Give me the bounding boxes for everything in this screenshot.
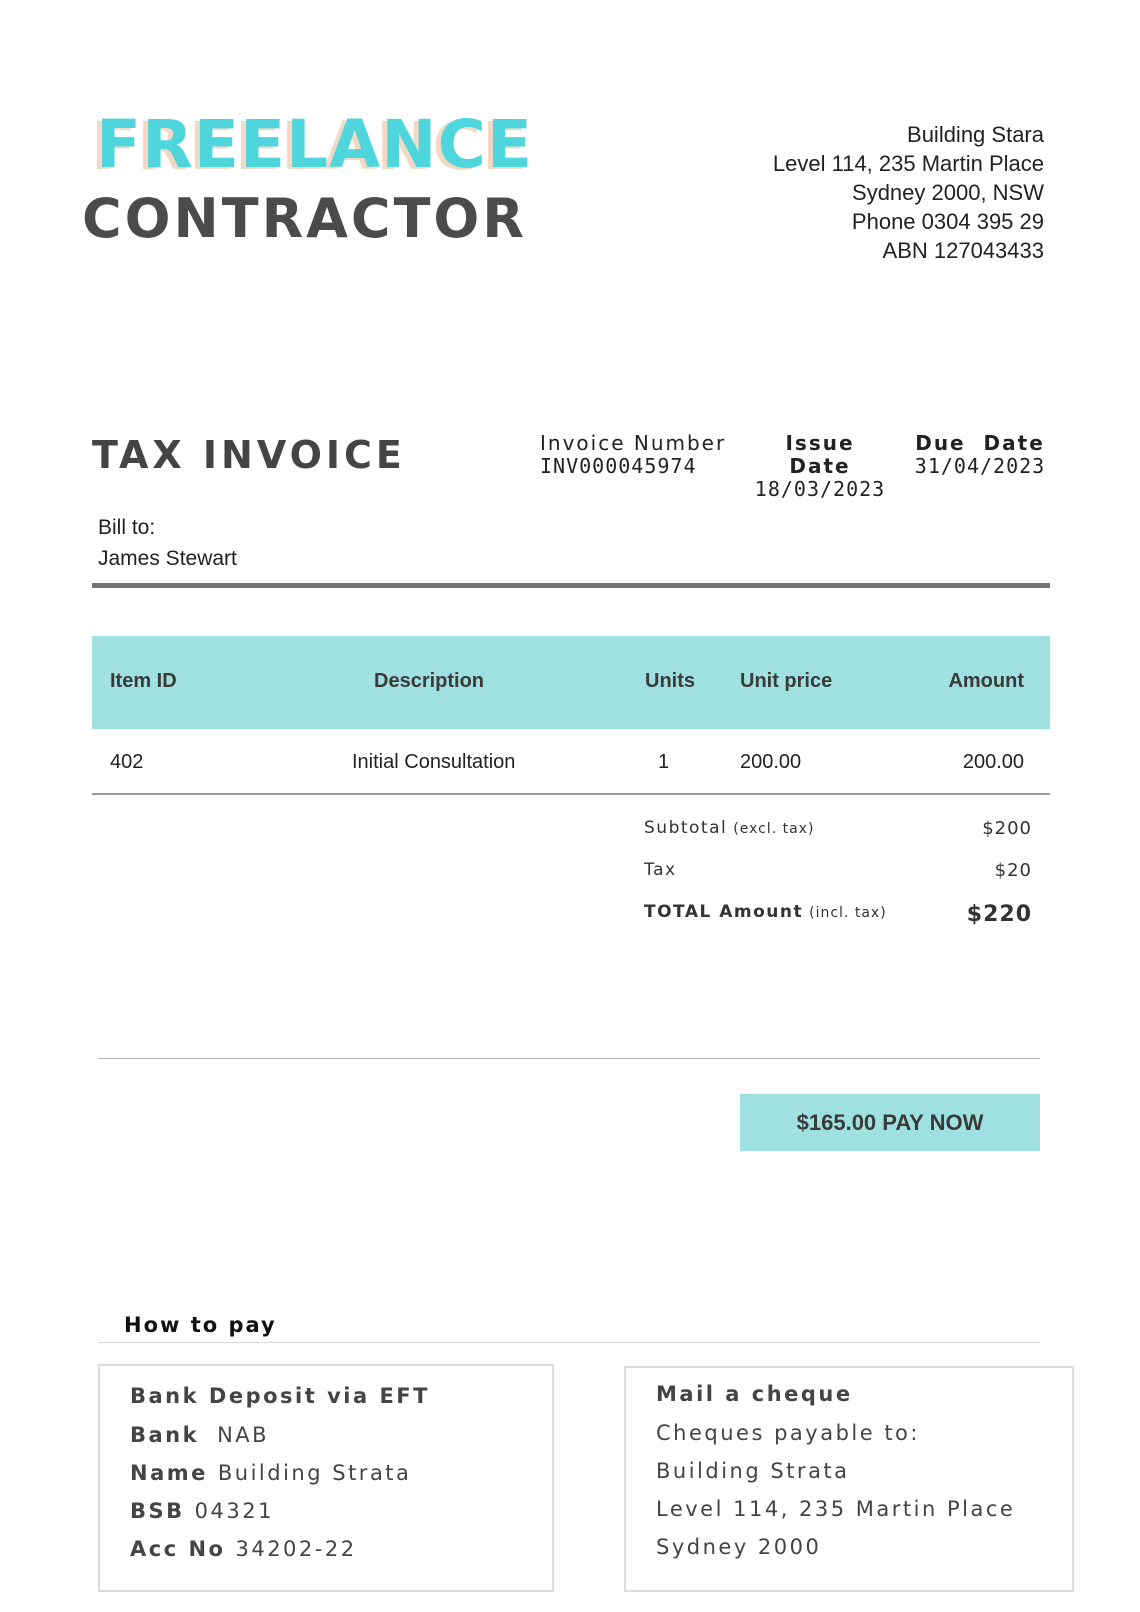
table-header	[92, 636, 1050, 729]
invoice-title: TAX INVOICE	[92, 433, 406, 477]
header-item-id: Item ID	[110, 670, 177, 692]
cell-amount: 200.00	[962, 751, 1024, 773]
eft-bsb-value: 04321	[194, 1499, 274, 1523]
table-row	[92, 729, 1050, 795]
cheque-line-4: Sydney 2000	[656, 1535, 822, 1559]
eft-panel	[98, 1364, 554, 1592]
header-units: Units	[645, 670, 695, 692]
bill-to-name: James Stewart	[98, 547, 237, 570]
total-label	[644, 902, 887, 922]
tax-label: Tax	[644, 860, 677, 880]
total-label-text: TOTAL Amount	[644, 902, 804, 922]
company-name: Building Stara	[907, 122, 1044, 147]
header-amount: Amount	[948, 670, 1024, 692]
eft-acc-value: 34202-22	[235, 1537, 357, 1561]
divider-thin	[98, 1058, 1040, 1059]
subtotal-label	[644, 818, 814, 838]
subtotal-value: $200	[982, 818, 1032, 839]
subtotal-note: (excl. tax)	[733, 821, 815, 837]
company-street: Level 114, 235 Martin Place	[772, 151, 1044, 176]
invoice-number-label: Invoice Number	[540, 431, 727, 455]
how-to-pay-heading: How to pay	[124, 1313, 277, 1337]
invoice-number: INV000045974	[540, 454, 697, 478]
cell-item-id: 402	[110, 751, 144, 773]
divider	[92, 583, 1050, 588]
total-note: (incl. tax)	[809, 905, 887, 921]
invoice-number-block	[540, 432, 726, 478]
issue-date-block	[752, 432, 888, 501]
bill-to-label: Bill to:	[98, 516, 156, 539]
issue-date: 18/03/2023	[754, 477, 886, 501]
total-value: $220	[966, 902, 1032, 927]
eft-name-value: Building Strata	[217, 1461, 412, 1485]
eft-acc	[130, 1537, 357, 1561]
eft-bank	[130, 1423, 269, 1447]
eft-bank-label: Bank	[130, 1423, 200, 1447]
header-description: Description	[374, 670, 485, 692]
eft-bsb-label: BSB	[130, 1499, 185, 1523]
header-unit-price: Unit price	[740, 670, 833, 692]
issue-date-label: Issue Date	[785, 431, 855, 478]
cheque-line-3: Level 114, 235 Martin Place	[656, 1497, 1016, 1521]
due-date: 31/04/2023	[914, 454, 1046, 478]
due-date-block	[912, 432, 1048, 478]
how-to-pay-divider	[98, 1342, 1040, 1343]
eft-name-label: Name	[130, 1461, 208, 1485]
cell-description: Initial Consultation	[352, 751, 516, 773]
cheque-title: Mail a cheque	[656, 1382, 853, 1406]
eft-title: Bank Deposit via EFT	[130, 1384, 430, 1408]
due-date-label: Due Date	[915, 431, 1045, 455]
pay-now-button[interactable]: $165.00 PAY NOW	[740, 1094, 1040, 1151]
brand-line-1: FREELANCE	[96, 106, 533, 183]
company-city: Sydney 2000, NSW	[852, 180, 1044, 205]
tax-value: $20	[994, 860, 1032, 881]
eft-name	[130, 1461, 411, 1485]
cheque-panel	[624, 1366, 1074, 1592]
cheque-line-2: Building Strata	[656, 1459, 850, 1483]
eft-bank-value: NAB	[217, 1423, 270, 1447]
cell-unit-price: 200.00	[740, 751, 802, 773]
cheque-line-1: Cheques payable to:	[656, 1421, 920, 1445]
eft-acc-label: Acc No	[130, 1537, 226, 1561]
company-phone: Phone 0304 395 29	[851, 209, 1044, 234]
brand-line-2: CONTRACTOR	[82, 187, 527, 250]
company-address	[684, 120, 1044, 265]
subtotal-label-text: Subtotal	[644, 818, 728, 838]
company-abn: ABN 127043433	[882, 238, 1044, 263]
bill-to	[98, 512, 237, 574]
cell-units: 1	[658, 751, 670, 773]
eft-bsb	[130, 1499, 274, 1523]
